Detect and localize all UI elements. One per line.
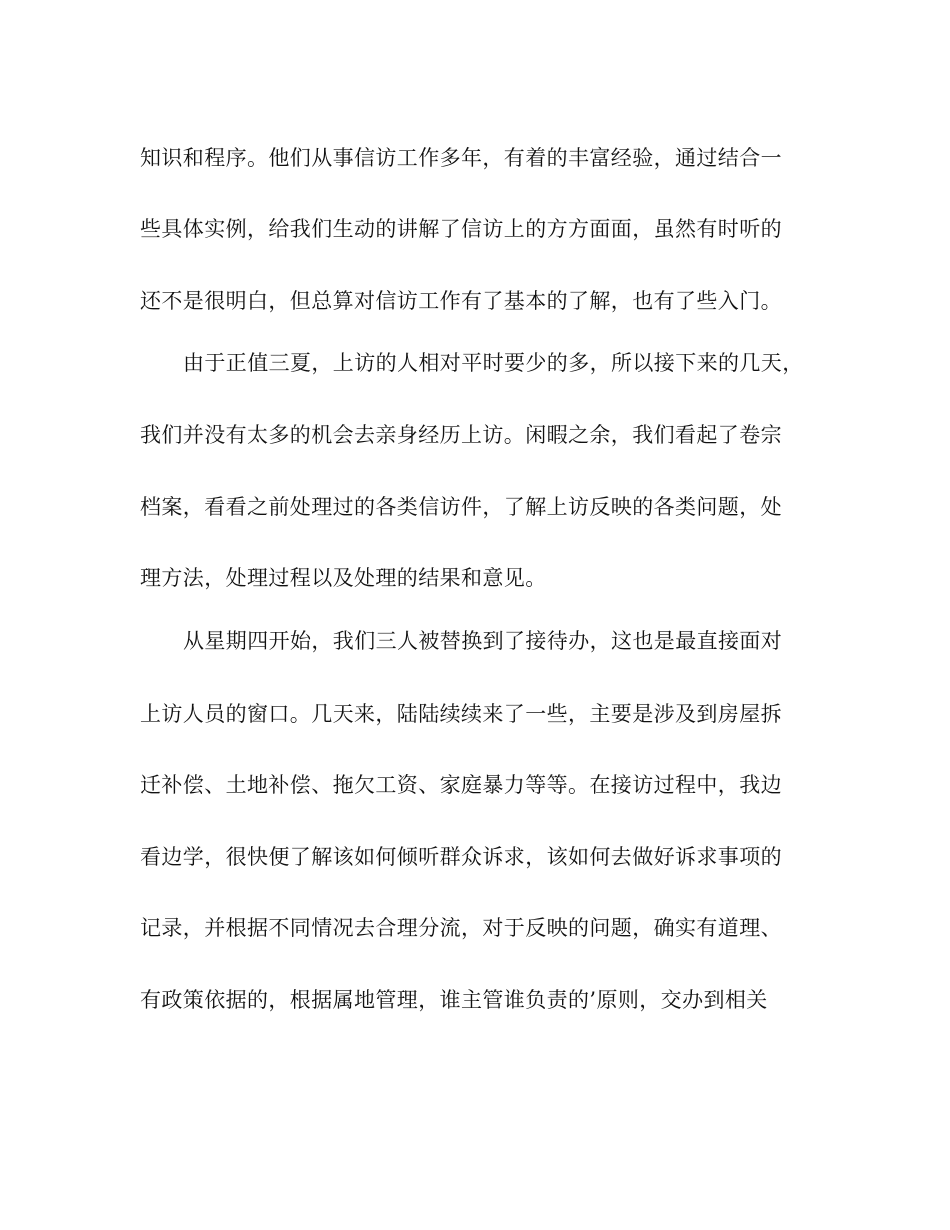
text-line-11: 看边学，很快便了解该如何倾听群众诉求，该如何去做好诉求事项的 (140, 845, 782, 869)
text-line-3: 还不是很明白，但总算对信访工作有了基本的了解，也有了些入门。 (140, 289, 782, 313)
text-line-4: 由于正值三夏，上访的人相对平时要少的多，所以接下来的几天， (183, 351, 804, 375)
text-line-5: 我们并没有太多的机会去亲身经历上访。闲暇之余，我们看起了卷宗 (140, 423, 782, 447)
text-line-8: 从星期四开始，我们三人被替换到了接待办，这也是最直接面对 (183, 629, 783, 653)
text-line-6: 档案，看看之前处理过的各类信访件，了解上访反映的各类问题，处 (140, 495, 782, 519)
text-line-2: 些具体实例，给我们生动的讲解了信访上的方方面面，虽然有时听的 (140, 217, 782, 241)
text-line-10: 迁补偿、土地补偿、拖欠工资、家庭暴力等等。在接访过程中，我边 (140, 773, 782, 797)
text-line-9: 上访人员的窗口。几天来，陆陆续续来了一些，主要是涉及到房屋拆 (140, 702, 782, 726)
text-line-1: 知识和程序。他们从事信访工作多年，有着的丰富经验，通过结合一 (140, 146, 782, 170)
text-line-7: 理方法，处理过程以及处理的结果和意见。 (140, 566, 547, 590)
text-line-13: 有政策依据的，根据属地管理，谁主管谁负责的’原则，交办到相关 (140, 988, 768, 1012)
text-line-12: 记录，并根据不同情况去合理分流，对于反映的问题，确实有道理、 (140, 916, 782, 940)
